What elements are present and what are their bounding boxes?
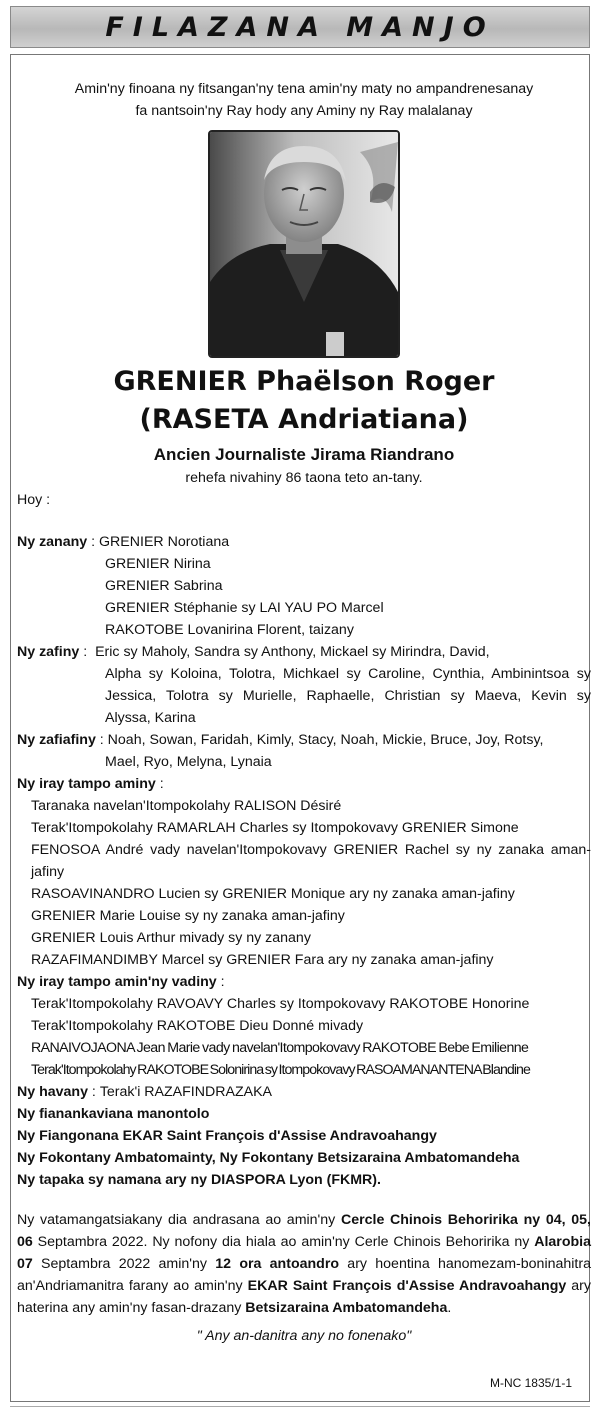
great-grandchildren-label: Ny zafiafiny <box>17 732 96 748</box>
intro-line-1: Amin'ny finoana ny fitsangan'ny tena amin'ny maty no ampandrenesanay <box>74 81 534 97</box>
sibling-item: GRENIER Marie Louise sy ny zanaka aman-jafiny <box>31 908 345 924</box>
group-line: Ny fianankaviana manontolo <box>17 1106 210 1122</box>
siblings-label: Ny iray tampo aminy <box>17 776 156 792</box>
funeral-venue: Cercle Chinois Behoririka ny 04, 05, 06 <box>17 1212 591 1250</box>
grandchildren-line: Jessica, Tolotra sy Murielle, Raphaelle, Christian sy Maeva, Kevin sy <box>105 688 591 704</box>
grandchildren-section: Ny zafiny : Eric sy Maholy, Sandra sy Anthony, Mickael sy Mirindra, David, <box>17 641 591 663</box>
in-laws-label: Ny iray tampo amin'ny vadiny <box>17 974 217 990</box>
funeral-time: 12 ora antoandro <box>215 1256 340 1272</box>
intro-text <box>17 78 591 122</box>
deceased-age-line: rehefa nivahiny 86 taona teto an-tany. <box>185 470 423 486</box>
child-item: GRENIER Stéphanie sy LAI YAU PO Marcel <box>105 600 384 616</box>
funeral-burial-place: Betsizaraina Ambatomandeha <box>245 1300 448 1316</box>
closing-quote: " Any an-danitra any no fonenako" <box>196 1328 412 1344</box>
grandchildren-line: Alyssa, Karina <box>105 710 196 726</box>
in-law-item: RANAIVOJAONA Jean Marie vady navelan'Itompokovavy RAKOTOBE Bebe Emilienne <box>31 1040 529 1056</box>
children-section: Ny zanany : GRENIER Norotiana <box>17 531 591 553</box>
great-grandchildren-line: Mael, Ryo, Melyna, Lynaia <box>105 754 272 770</box>
siblings-section: Ny iray tampo aminy : <box>17 773 591 795</box>
sibling-item: RAZAFIMANDIMBY Marcel sy GRENIER Fara ary ny zanaka aman-jafiny <box>31 952 494 968</box>
deceased-name: GRENIER Phaëlson Roger <box>113 366 495 397</box>
family-section: Ny havany : Terak'i RAZAFINDRAZAKA <box>17 1081 591 1103</box>
notice-content <box>17 78 591 1347</box>
sibling-item: GRENIER Louis Arthur mivady sy ny zanany <box>31 930 311 946</box>
banner-title: FILAZANA MANJO <box>105 11 495 43</box>
child-item: GRENIER Nirina <box>105 556 211 572</box>
sibling-item: Taranaka navelan'Itompokolahy RALISON Désiré <box>31 798 342 814</box>
bottom-divider <box>10 1406 590 1407</box>
group-line: Ny Fokontany Ambatomainty, Ny Fokontany Betsizaraina Ambatomandeha <box>17 1150 520 1166</box>
in-laws-section: Ny iray tampo amin'ny vadiny : <box>17 971 591 993</box>
great-grandchildren-section: Ny zafiafiny : Noah, Sowan, Faridah, Kimly, Stacy, Noah, Mickie, Bruce, Joy, Rotsy, <box>17 729 591 751</box>
sibling-item: FENOSOA André vady navelan'Itompokovavy GRENIER Rachel sy ny zanaka aman-jafiny <box>31 842 591 880</box>
family-label: Ny havany <box>17 1084 88 1100</box>
deceased-role: Ancien Journaliste Jirama Riandrano <box>153 445 455 464</box>
sibling-item: RASOAVINANDRO Lucien sy GRENIER Monique ary ny zanaka aman-jafiny <box>31 886 515 902</box>
sibling-item: Terak'Itompokolahy RAMARLAH Charles sy Itompokovavy GRENIER Simone <box>31 820 519 836</box>
child-item: GRENIER Norotiana <box>99 534 230 550</box>
grandchildren-label: Ny zafiny <box>17 644 80 660</box>
child-item: RAKOTOBE Lovanirina Florent, taizany <box>105 622 354 638</box>
grandchildren-line: Eric sy Maholy, Sandra sy Anthony, Mickael sy Mirindra, David, <box>95 644 490 660</box>
in-law-item: Terak'Itompokolahy RAVOAVY Charles sy Itompokovavy RAKOTOBE Honorine <box>31 996 530 1012</box>
family-value: Terak'i RAZAFINDRAZAKA <box>99 1084 273 1100</box>
funeral-day: Alarobia 07 <box>17 1234 591 1272</box>
notice-banner <box>10 6 590 48</box>
hoy-label: Hoy : <box>17 492 51 508</box>
children-label: Ny zanany <box>17 534 88 550</box>
group-line: Ny Fiangonana EKAR Saint François d'Assise Andravoahangy <box>17 1128 437 1144</box>
funeral-church: EKAR Saint François d'Assise Andravoahangy <box>247 1278 567 1294</box>
deceased-alias: (RASETA Andriatiana) <box>139 404 469 435</box>
portrait-photo <box>208 130 400 358</box>
in-law-item: Terak'Itompokolahy RAKOTOBE Solonirina sy Itompokovavy RASOAMANANTENA Blandine <box>31 1062 530 1078</box>
intro-line-2: fa nantsoin'ny Ray hody any Aminy ny Ray malalanay <box>135 103 473 119</box>
group-line: Ny tapaka sy namana ary ny DIASPORA Lyon (FKMR). <box>17 1172 381 1188</box>
portrait-illustration <box>210 132 398 356</box>
funeral-paragraph: Ny vatamangatsiakany dia andrasana ao amin'ny Cercle Chinois Behoririka ny 04, 05, 06 Septambra 2022. Ny nofony dia hiala ao amin'ny Cerle Chinois Behoririka ny Alarobia 07 Septambra 2022 amin'ny 12 ora antoandro ary hoentina hanomezam-boninahitra an'Andriamanitra farany ao amin'ny EKAR Saint François d'Assise Andravoahangy ary haterina any amin'ny fasan-drazany Betsizaraina Ambatomandeha. <box>17 1212 591 1316</box>
grandchildren-line: Alpha sy Koloina, Tolotra, Michkael sy Caroline, Cynthia, Ambinintsoa sy <box>105 666 591 682</box>
reference-code: M-NC 1835/1-1 <box>489 1376 572 1390</box>
in-law-item: Terak'Itompokolahy RAKOTOBE Dieu Donné mivady <box>31 1018 364 1034</box>
great-grandchildren-line: Noah, Sowan, Faridah, Kimly, Stacy, Noah, Mickie, Bruce, Joy, Rotsy, <box>107 732 544 748</box>
child-item: GRENIER Sabrina <box>105 578 223 594</box>
